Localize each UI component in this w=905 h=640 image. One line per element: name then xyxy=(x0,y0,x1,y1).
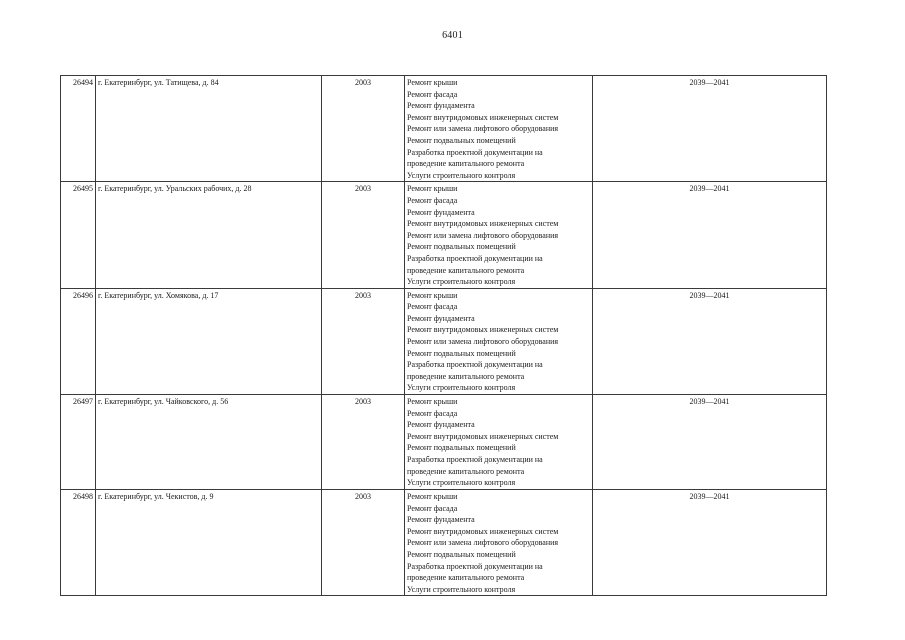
work-item: Разработка проектной документации на xyxy=(407,360,543,370)
cell-year: 2003 xyxy=(322,490,405,596)
work-item: Разработка проектной документации на xyxy=(407,147,543,157)
work-item: Ремонт подвальных помещений xyxy=(407,443,516,453)
cell-period: 2039—2041 xyxy=(593,76,827,182)
table-row xyxy=(61,490,827,596)
work-item: Ремонт фундамента xyxy=(407,420,475,430)
work-item: Ремонт подвальных помещений xyxy=(407,348,516,358)
work-item: Ремонт крыши xyxy=(407,78,458,87)
work-item: Ремонт фасада xyxy=(407,195,458,205)
work-item: Ремонт фундамента xyxy=(407,313,475,323)
work-item: Разработка проектной документации на xyxy=(407,253,543,263)
work-item: Ремонт подвальных помещений xyxy=(407,242,516,252)
table-row xyxy=(61,182,827,288)
table-row xyxy=(61,288,827,394)
work-item: Ремонт внутридомовых инженерных систем xyxy=(407,325,559,335)
cell-year: 2003 xyxy=(322,395,405,490)
cell-year: 2003 xyxy=(322,288,405,394)
work-item: Услуги строительного контроля xyxy=(407,478,516,488)
cell-works xyxy=(405,288,593,394)
capital-repair-table xyxy=(60,75,827,596)
work-item: Ремонт внутридомовых инженерных систем xyxy=(407,219,559,229)
work-item: Ремонт крыши xyxy=(407,397,458,407)
cell-id: 26494 xyxy=(61,76,96,182)
work-item: Ремонт фасада xyxy=(407,503,458,513)
work-item: Ремонт внутридомовых инженерных систем xyxy=(407,112,559,122)
cell-period: 2039—2041 xyxy=(593,182,827,288)
cell-address: г. Екатеринбург, ул. Хомякова, д. 17 xyxy=(96,288,322,394)
work-item: Ремонт внутридомовых инженерных систем xyxy=(407,431,559,441)
work-item: Ремонт внутридомовых инженерных систем xyxy=(407,526,559,536)
work-item: Ремонт или замена лифтового оборудования xyxy=(407,124,559,134)
work-item: Ремонт фундамента xyxy=(407,207,475,217)
table-row xyxy=(61,76,827,182)
work-item: Ремонт или замена лифтового оборудования xyxy=(407,337,559,347)
cell-id: 26497 xyxy=(61,395,96,490)
cell-id: 26495 xyxy=(61,182,96,288)
work-item: Разработка проектной документации на xyxy=(407,455,543,464)
cell-id: 26498 xyxy=(61,490,96,596)
work-item: проведение капитального ремонта xyxy=(407,265,525,275)
work-item: Ремонт крыши xyxy=(407,290,458,300)
cell-works xyxy=(405,395,593,490)
work-item: Ремонт или замена лифтового оборудования xyxy=(407,538,559,548)
work-item: Ремонт крыши xyxy=(407,492,458,502)
work-item: проведение капитального ремонта xyxy=(407,371,525,381)
cell-period: 2039—2041 xyxy=(593,490,827,596)
work-item: Ремонт фасада xyxy=(407,89,458,99)
work-item: Ремонт фундамента xyxy=(407,515,475,525)
work-item: Услуги строительного контроля xyxy=(407,383,516,393)
cell-works xyxy=(405,490,593,596)
work-item: Ремонт фундамента xyxy=(407,101,475,111)
cell-period: 2039—2041 xyxy=(593,288,827,394)
work-item: Ремонт или замена лифтового оборудования xyxy=(407,230,559,240)
work-item: Ремонт фасада xyxy=(407,302,458,312)
table-row xyxy=(61,395,827,490)
cell-id: 26496 xyxy=(61,288,96,394)
cell-year: 2003 xyxy=(322,182,405,288)
work-item: Услуги строительного контроля xyxy=(407,584,516,594)
work-item: Разработка проектной документации на xyxy=(407,561,543,571)
work-item: Ремонт фасада xyxy=(407,408,458,418)
work-item: Ремонт подвальных помещений xyxy=(407,135,516,145)
cell-address: г. Екатеринбург, ул. Татищева, д. 84 xyxy=(96,76,322,182)
cell-period: 2039—2041 xyxy=(593,395,827,490)
work-item: проведение капитального ремонта xyxy=(407,573,525,583)
cell-works xyxy=(405,182,593,288)
work-item: Ремонт подвальных помещений xyxy=(407,550,516,559)
work-item: проведение капитального ремонта xyxy=(407,159,525,169)
work-item: Услуги строительного контроля xyxy=(407,170,516,180)
work-item: Услуги строительного контроля xyxy=(407,277,516,287)
table-body xyxy=(61,76,827,596)
page-number: 6401 xyxy=(442,30,463,41)
cell-works xyxy=(405,76,593,182)
cell-year: 2003 xyxy=(322,76,405,182)
work-item: Ремонт крыши xyxy=(407,184,458,194)
work-item: проведение капитального ремонта xyxy=(407,466,525,476)
cell-address: г. Екатеринбург, ул. Чекистов, д. 9 xyxy=(96,490,322,596)
cell-address: г. Екатеринбург, ул. Чайковского, д. 56 xyxy=(96,395,322,490)
cell-address: г. Екатеринбург, ул. Уральских рабочих, д. 28 xyxy=(96,182,322,288)
